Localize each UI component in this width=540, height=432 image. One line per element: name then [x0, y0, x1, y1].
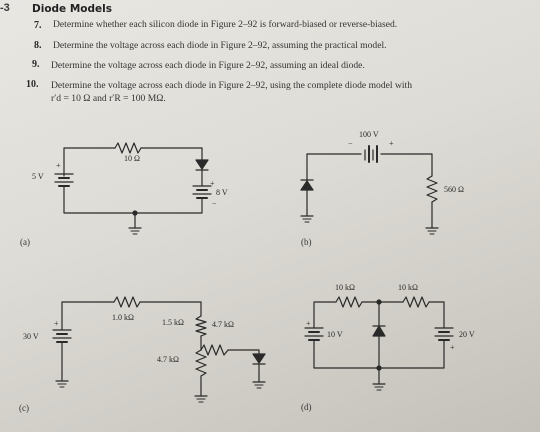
- svg-text:+: +: [450, 343, 455, 352]
- svg-text:−: −: [212, 199, 217, 208]
- resistor-c-4k7-series: [201, 345, 228, 355]
- diode-a: [196, 160, 208, 169]
- problem-10-text: Determine the voltage across each diode in Figure 2–92, using the complete diode model with: [51, 80, 413, 91]
- problem-10-number: 10.: [26, 79, 39, 90]
- problem-7-number: 7.: [34, 20, 42, 31]
- circuit-c: [53, 297, 265, 402]
- section-title: Diode Models: [32, 3, 112, 15]
- problem-10-continuation: r′d = 10 Ω and r′R = 100 MΩ.: [51, 93, 166, 104]
- battery-d-10v: [305, 328, 323, 340]
- label-d-source1: 10 V: [327, 330, 343, 339]
- section-number: -3: [0, 2, 10, 14]
- resistor-c-1k: [114, 297, 140, 307]
- resistor-c-4k7-shunt: [196, 350, 206, 376]
- label-c-r3: 4.7 kΩ: [212, 320, 234, 329]
- label-d-r2: 10 kΩ: [398, 283, 418, 292]
- label-b-source: 100 V: [359, 130, 379, 139]
- figure-b-label: (b): [301, 237, 312, 247]
- diode-d: [373, 326, 385, 336]
- svg-text:+: +: [56, 161, 61, 170]
- label-c-r2: 1.5 kΩ: [162, 318, 184, 327]
- problem-8-text: Determine the voltage across each diode in Figure 2–92, assuming the practical model.: [53, 40, 387, 51]
- label-a-source2: 8 V: [216, 188, 228, 197]
- battery-a-8v: [193, 186, 211, 198]
- label-d-source2: 20 V: [459, 330, 475, 339]
- circuit-d: [305, 297, 453, 390]
- problem-8-number: 8.: [34, 40, 42, 51]
- diode-b: [301, 181, 313, 190]
- label-c-r4: 4.7 kΩ: [157, 355, 179, 364]
- battery-c-30v: [53, 330, 71, 342]
- resistor-d-10k-left: [336, 297, 362, 307]
- battery-d-20v: [435, 328, 453, 340]
- label-c-r1: 1.0 kΩ: [112, 313, 134, 322]
- figure-d-label: (d): [301, 402, 312, 412]
- svg-text:+: +: [54, 319, 59, 328]
- svg-text:+: +: [389, 139, 394, 148]
- resistor-d-10k-right: [403, 297, 429, 307]
- label-d-r1: 10 kΩ: [335, 283, 355, 292]
- figure-a-label: (a): [20, 237, 30, 247]
- figure-c-label: (c): [19, 403, 29, 413]
- diode-c: [253, 354, 265, 363]
- svg-text:+: +: [210, 179, 215, 188]
- resistor-c-1k5: [196, 316, 206, 336]
- label-b-resistor: 560 Ω: [444, 185, 464, 194]
- resistor-a-10ohm: [115, 143, 141, 153]
- svg-text:+: +: [306, 319, 311, 328]
- problem-9-text: Determine the voltage across each diode in Figure 2–92, assuming an ideal diode.: [51, 60, 365, 71]
- resistor-b-560ohm: [427, 176, 437, 202]
- problem-9-number: 9.: [32, 59, 40, 70]
- circuit-b: [301, 146, 438, 234]
- label-a-resistor: 10 Ω: [124, 154, 140, 163]
- label-c-source: 30 V: [23, 332, 39, 341]
- svg-text:−: −: [348, 139, 353, 148]
- label-a-source: 5 V: [32, 172, 44, 181]
- problem-7-text: Determine whether each silicon diode in Figure 2–92 is forward-biased or reverse-biased.: [53, 19, 398, 30]
